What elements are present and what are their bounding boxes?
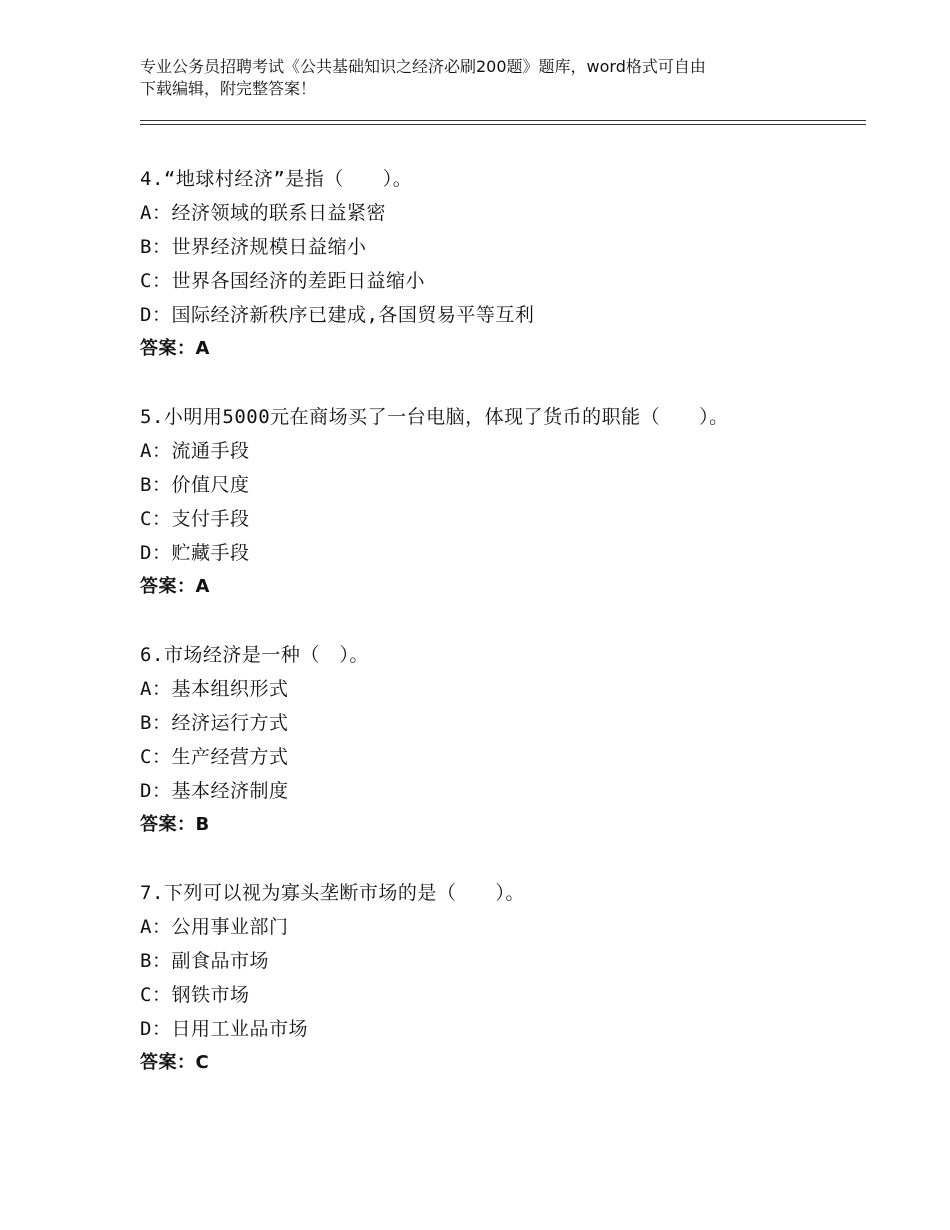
option-b: B：副食品市场 [140,950,269,972]
answer: 答案：C [140,1052,210,1073]
document-header [140,56,820,100]
question-stem: 7.下列可以视为寡头垄断市场的是（ ）。 [140,882,525,904]
option-d: D：国际经济新秩序已建成,各国贸易平等互利 [140,304,535,326]
option-a: A：基本组织形式 [140,678,289,700]
header-divider-bottom [140,124,866,125]
option-a: A：经济领域的联系日益紧密 [140,202,386,224]
question-stem: 6.市场经济是一种（ ）。 [140,644,369,666]
option-a: A：流通手段 [140,440,250,462]
answer: 答案：A [140,338,210,359]
option-c: C：支付手段 [140,508,250,530]
option-b: B：经济运行方式 [140,712,289,734]
option-b: B：世界经济规模日益缩小 [140,236,367,258]
header-line-1: 专业公务员招聘考试《公共基础知识之经济必刷200题》题库，word格式可自由 [140,57,706,76]
header-line-2: 下载编辑，附完整答案！ [140,79,317,98]
option-d: D：日用工业品市场 [140,1018,308,1040]
answer: 答案：B [140,814,210,835]
question-stem: 5.小明用5000元在商场买了一台电脑，体现了货币的职能（ ）。 [140,406,729,428]
option-b: B：价值尺度 [140,474,250,496]
question-6 [140,640,860,844]
header-divider-top [140,120,866,121]
answer: 答案：A [140,576,210,597]
question-stem: 4.“地球村经济”是指（ ）。 [140,168,413,190]
question-7 [140,878,860,1082]
question-5 [140,402,860,606]
option-d: D：贮藏手段 [140,542,250,564]
option-a: A：公用事业部门 [140,916,289,938]
option-c: C：钢铁市场 [140,984,250,1006]
option-d: D：基本经济制度 [140,780,289,802]
question-4 [140,164,860,368]
option-c: C：生产经营方式 [140,746,289,768]
option-c: C：世界各国经济的差距日益缩小 [140,270,425,292]
question-list [140,164,860,1116]
